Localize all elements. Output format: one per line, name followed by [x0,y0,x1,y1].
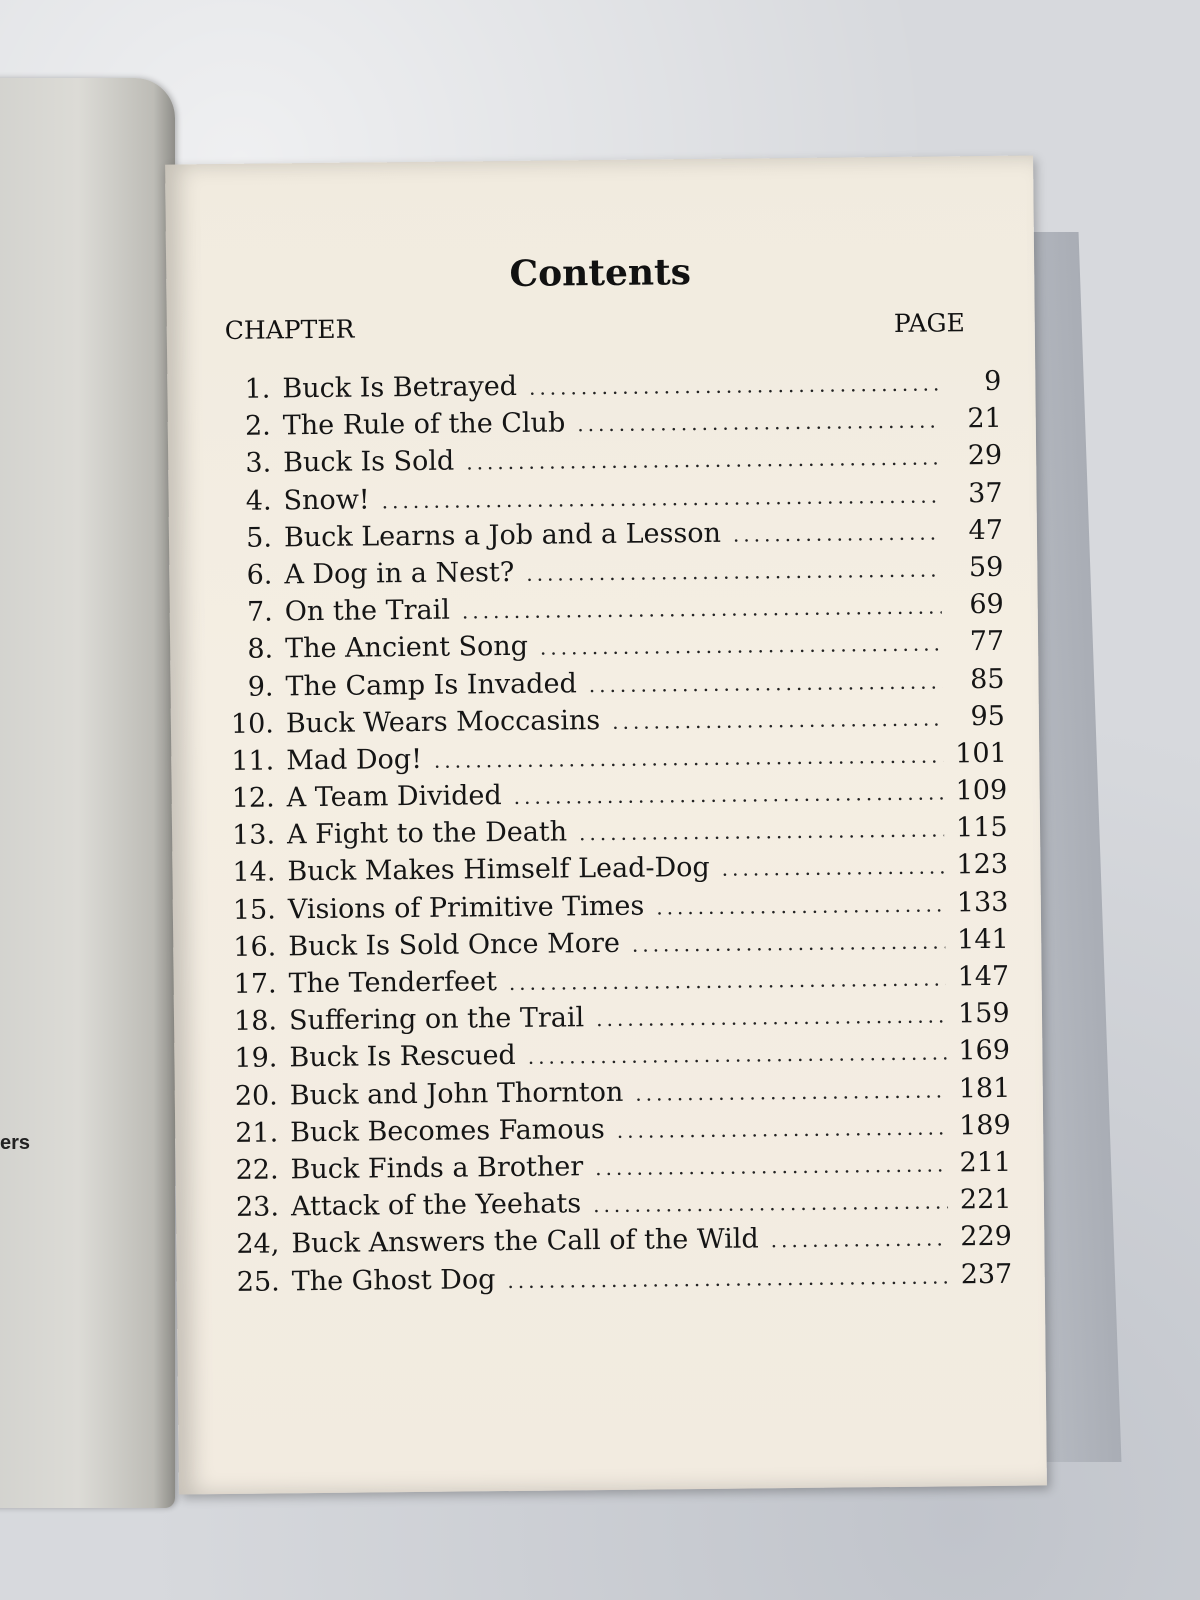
page-number: 123 [956,849,1009,881]
chapter-number: 24, [236,1228,280,1261]
page-number: 109 [955,774,1008,807]
chapter-number: 15. [232,894,277,926]
dot-leader [462,595,942,624]
chapter-title: Suffering on the Trail [288,1002,585,1037]
dot-leader [722,855,945,881]
page-number: 189 [959,1109,1011,1142]
chapter-number: 9. [247,670,274,703]
page-number: 59 [968,551,1004,584]
chapter-number: 12. [231,782,275,814]
chapter-title: Buck Wears Moccasins [285,704,601,740]
page-number: 29 [967,440,1003,472]
chapter-title: Buck Is Sold [283,445,455,479]
chapter-title: Mad Dog! [286,743,423,777]
chapter-number: 13. [231,819,276,852]
dot-leader [617,1115,948,1142]
dot-leader [733,520,941,546]
dot-leader [635,1078,947,1105]
chapter-title: Visions of Primitive Times [287,890,645,925]
chapter-title: The Tenderfeet [288,966,498,1000]
page-number: 9 [984,365,1002,398]
page-number: 141 [957,923,1009,956]
chapter-number: 22. [235,1154,279,1186]
dot-leader [656,892,945,919]
chapter-number: 2. [244,410,271,442]
chapter-title: The Ancient Song [284,631,529,665]
chapter-number: 7. [246,596,273,628]
chapter-number: 3. [245,447,272,480]
page-number: 211 [959,1146,1012,1179]
left-page [0,78,175,1508]
chapter-title: Buck Is Sold Once More [288,927,621,963]
chapter-number: 1. [244,373,271,405]
chapter-number: 8. [247,633,274,666]
dot-leader [579,818,944,846]
dot-leader [596,1004,946,1032]
chapter-title: Buck Makes Himself Lead-Dog [287,852,710,888]
dot-leader [466,446,940,475]
table-of-contents [215,366,1011,1304]
dot-leader [434,743,944,772]
chapter-number: 23. [235,1191,280,1224]
chapter-column-header: CHAPTER [224,314,355,345]
chapter-number: 4. [245,485,272,517]
dot-leader [595,1152,948,1180]
chapter-title: Buck Finds a Brother [290,1151,584,1186]
chapter-number: 18. [233,1005,278,1038]
page-number: 133 [956,886,1009,918]
chapter-title: The Camp Is Invaded [285,667,577,702]
chapter-title: Buck Answers the Call of the Wild [291,1223,759,1260]
page-number: 69 [969,588,1004,621]
chapter-title: A Dog in a Nest? [284,556,515,591]
chapter-title: On the Trail [284,594,451,628]
toc-entry [225,1258,1011,1303]
dot-leader [529,371,940,399]
page-number: 169 [958,1035,1011,1067]
page-number: 47 [968,514,1004,546]
page-number: 115 [955,812,1008,844]
page-number: 159 [957,997,1010,1030]
page-number: 85 [969,663,1005,695]
chapter-number: 20. [234,1080,278,1112]
dot-leader [612,706,943,733]
chapter-number: 17. [233,968,277,1000]
page-title: Contents [509,251,692,295]
chapter-title: Attack of the Yeehats [290,1188,582,1223]
dot-leader [526,557,941,585]
page-number: 147 [957,960,1010,993]
page-number: 181 [958,1072,1011,1104]
page-number: 37 [968,477,1003,509]
chapter-number: 21. [235,1117,279,1149]
chapter-title: Buck Is Rescued [289,1040,516,1074]
dot-leader [632,929,946,956]
dot-leader [771,1227,949,1253]
dot-leader [509,966,946,995]
page-number: 229 [960,1221,1013,1253]
chapter-title: Buck Is Betrayed [282,370,518,405]
chapter-number: 25. [236,1265,280,1298]
dot-leader [593,1190,948,1218]
chapter-number: 16. [233,931,277,963]
dot-leader [514,781,944,810]
page-number: 21 [967,403,1002,435]
dot-leader [507,1264,949,1293]
page-number: 237 [960,1258,1013,1290]
left-page-text: ers [0,1132,31,1154]
dot-leader [528,1041,947,1069]
chapter-number: 6. [246,559,273,591]
chapter-title: The Rule of the Club [282,407,566,442]
dot-leader [382,483,941,513]
page-number: 101 [955,737,1007,770]
chapter-title: A Team Divided [286,780,502,814]
page-column-header: PAGE [893,308,965,338]
contents-page [165,155,1047,1494]
dot-leader [577,409,940,437]
chapter-title: Buck Learns a Job and a Lesson [283,517,722,554]
chapter-number: 19. [234,1042,278,1075]
page-number: 221 [959,1183,1012,1216]
dot-leader [589,669,943,697]
chapter-number: 5. [246,522,273,554]
page-number: 77 [969,626,1005,658]
page-number: 95 [970,700,1006,732]
dot-leader [540,632,942,660]
chapter-title: A Fight to the Death [286,816,568,851]
chapter-title: Buck Becomes Famous [290,1113,605,1149]
chapter-title: Snow! [283,484,370,516]
chapter-number: 14. [232,856,276,889]
chapter-number: 10. [230,708,275,740]
chapter-title: Buck and John Thornton [289,1076,624,1111]
chapter-title: The Ghost Dog [291,1263,496,1297]
chapter-number: 11. [231,745,275,777]
